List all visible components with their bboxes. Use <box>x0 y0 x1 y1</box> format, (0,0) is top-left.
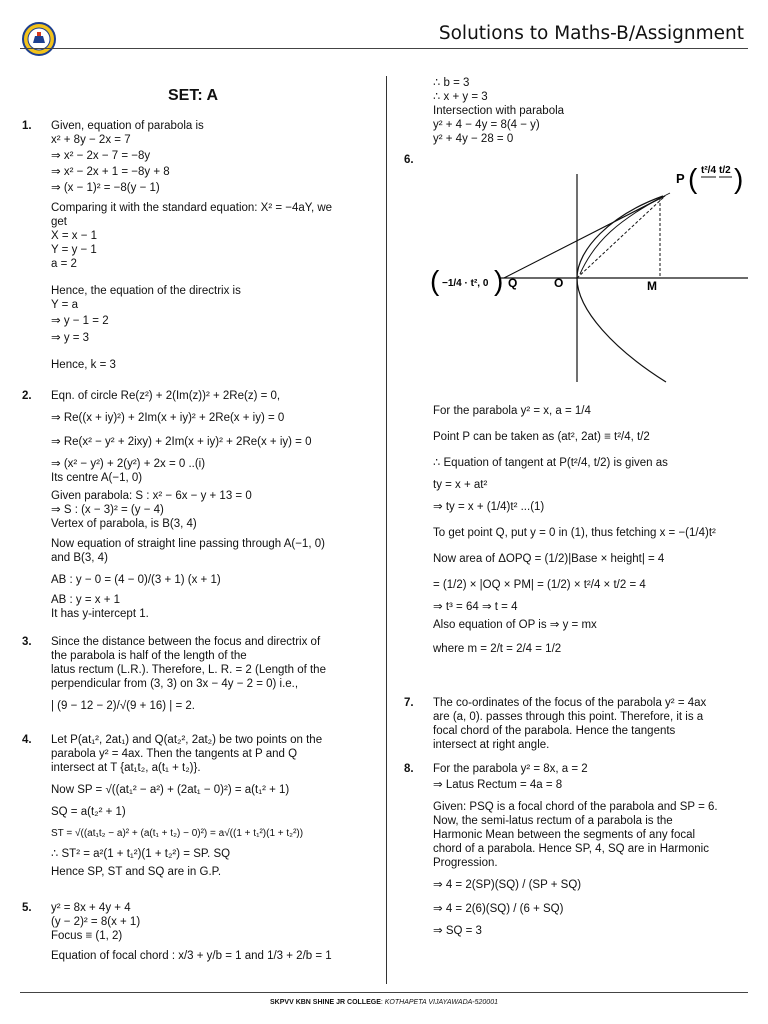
question-number: 3. <box>22 636 32 648</box>
solution-line: (y − 2)² = 8(x + 1) <box>51 916 141 928</box>
solution-line: x² + 8y − 2x = 7 <box>51 134 131 146</box>
solution-line: To get point Q, put y = 0 in (1), thus fetching x = −(1/4)t² <box>433 527 716 539</box>
label-q: Q <box>508 276 518 290</box>
solution-1 <box>51 119 376 372</box>
parabola-figure <box>420 160 750 390</box>
solution-line: Now SP = √((at₁² − a²) + (2at₁ − 0)²) = a(t₁² + 1) <box>51 784 290 796</box>
footer-address: KOTHAPETA VIJAYAWADA-520001 <box>384 999 498 1006</box>
solution-line: Intersection with parabola <box>433 105 565 117</box>
paren-right-q: ) <box>494 265 504 296</box>
solution-7 <box>433 696 753 752</box>
solution-line: ⇒ S : (x − 3)² = (y − 4) <box>51 504 164 516</box>
solution-line: For the parabola y² = x, a = 1/4 <box>433 405 591 417</box>
question-number: 4. <box>22 734 32 746</box>
solution-8 <box>433 762 753 938</box>
solution-3 <box>51 635 381 713</box>
tangent-line-ext <box>504 193 670 278</box>
solution-line: ∴ b = 3 <box>433 77 470 89</box>
solution-line: ⇒ (x² − y²) + 2(y²) + 2x = 0 ..(i) <box>51 458 206 470</box>
solution-line: y² + 4 − 4y = 8(4 − y) <box>433 119 540 131</box>
solution-2 <box>51 389 381 621</box>
solution-line: Hence, k = 3 <box>51 359 116 371</box>
solution-line: Y = a <box>51 299 78 311</box>
solution-line: Comparing it with the standard equation: X² = −4aY, we <box>51 202 333 214</box>
solution-line: | (9 − 12 − 2)/√(9 + 16) | = 2. <box>51 700 195 712</box>
solution-line: Now equation of straight line passing through A(−1, 0) <box>51 538 325 550</box>
footer: SKPVV KBN SHINE JR COLLEGE: KOTHAPETA VIJAYAWADA-520001 <box>270 999 498 1006</box>
header-divider <box>20 48 748 49</box>
solution-line: ⇒ x² − 2x + 1 = −8y + 8 <box>51 166 170 178</box>
solution-line: intersect at T {at₁t₂, a(t₁ + t₂)}. <box>51 762 201 774</box>
solution-line: ∴ ST² = a²(1 + t₁²)(1 + t₂²) = SP. SQ <box>51 848 231 860</box>
op-line <box>577 196 665 278</box>
solution-line: ∴ Equation of tangent at P(t²/4, t/2) is given as <box>433 457 668 469</box>
paren-left-p: ( <box>688 163 698 194</box>
solution-5-continued <box>433 76 753 146</box>
header-title: Solutions to Maths-B/Assignment <box>438 23 744 44</box>
solution-line: It has y-intercept 1. <box>51 608 149 620</box>
solution-line: Y = y − 1 <box>51 244 97 256</box>
solution-line: Equation of focal chord : x/3 + y/b = 1 and 1/3 + 2/b = 1 <box>51 950 332 962</box>
column-divider <box>386 76 387 984</box>
solution-line: ⇒ Latus Rectum = 4a = 8 <box>433 779 563 791</box>
question-number: 1. <box>22 120 32 132</box>
solution-line: Point P can be taken as (at², 2at) ≡ t²/4, t/2 <box>433 431 650 443</box>
solution-line: AB : y = x + 1 <box>51 594 121 606</box>
solution-line: parabola y² = 4ax. Then the tangents at P and Q <box>51 748 298 760</box>
solution-line: perpendicular from (3, 3) on 3x − 4y − 2 = 0) i.e., <box>51 678 299 690</box>
solution-line: ⇒ 4 = 2(SP)(SQ) / (SP + SQ) <box>433 879 582 891</box>
solution-line: Harmonic Mean between the segments of any focal <box>433 829 696 841</box>
solution-line: ∴ x + y = 3 <box>433 91 488 103</box>
solution-line: Now, the semi-latus rectum of a parabola is the <box>433 815 673 827</box>
q-coord: −1/4 · t², 0 <box>442 278 489 289</box>
solution-line: The co-ordinates of the focus of the parabola y² = 4ax <box>433 697 707 709</box>
question-number: 7. <box>404 697 414 709</box>
college-logo <box>22 22 56 56</box>
label-o: O <box>554 276 564 290</box>
solution-6 <box>433 404 753 656</box>
solution-line: Also equation of OP is ⇒ y = mx <box>433 619 597 631</box>
paren-right-p: ) <box>734 163 744 194</box>
solution-line: Focus ≡ (1, 2) <box>51 930 123 942</box>
solution-line: Progression. <box>433 857 498 869</box>
solution-line: Vertex of parabola, is B(3, 4) <box>51 518 197 530</box>
solution-line: Its centre A(−1, 0) <box>51 472 143 484</box>
solution-line: ST = √((at₁t₂ − a)² + (a(t₁ + t₂) − 0)²) = a√((1 + t₁²)(1 + t₂²)) <box>51 828 304 839</box>
solution-line: the parabola is half of the length of the <box>51 650 247 662</box>
solution-line: Hence, the equation of the directrix is <box>51 285 241 297</box>
solution-line: get <box>51 216 67 228</box>
p-coord-x: t²/4 <box>701 165 716 176</box>
solution-line: ⇒ y − 1 = 2 <box>51 315 109 327</box>
solution-line: SQ = a(t₂² + 1) <box>51 806 126 818</box>
solution-line: and B(3, 4) <box>51 552 108 564</box>
solution-line: = (1/2) × |OQ × PM| = (1/2) × t²/4 × t/2 = 4 <box>433 579 646 591</box>
p-coord-y: t/2 <box>719 165 731 176</box>
label-p: P <box>676 171 685 186</box>
solution-line: chord of a parabola. Hence SP, 4, SQ are in Harmonic <box>433 843 709 855</box>
solution-line: ⇒ Re(x² − y² + 2ixy) + 2Im(x + iy)² + 2Re(x + iy) = 0 <box>51 436 312 448</box>
question-number: 2. <box>22 390 32 402</box>
solution-line: Hence SP, ST and SQ are in G.P. <box>51 866 222 878</box>
question-number: 6. <box>404 154 414 166</box>
solution-line: latus rectum (L.R.). Therefore, L. R. = 2 (Length of the <box>51 664 326 676</box>
solution-line: Given, equation of parabola is <box>51 120 204 132</box>
solution-line: For the parabola y² = 8x, a = 2 <box>433 763 588 775</box>
solution-line: ty = x + at² <box>433 479 488 491</box>
label-m: M <box>647 279 657 293</box>
question-number: 5. <box>22 902 32 914</box>
solution-4 <box>51 733 381 879</box>
solution-line: ⇒ 4 = 2(6)(SQ) / (6 + SQ) <box>433 903 564 915</box>
solution-5 <box>51 901 381 963</box>
solution-line: Given parabola: S : x² − 6x − y + 13 = 0 <box>51 490 252 502</box>
solution-line: y² + 4y − 28 = 0 <box>433 133 514 145</box>
solution-line: are (a, 0). passes through this point. Therefore, it is a <box>433 711 704 723</box>
footer-divider <box>20 992 748 993</box>
footer-college: SKPVV KBN SHINE JR COLLEGE <box>270 999 381 1006</box>
set-title: SET: A <box>168 87 219 104</box>
solution-line: Now area of ΔOPQ = (1/2)|Base × height| = 4 <box>433 553 665 565</box>
solution-line: where m = 2/t = 2/4 = 1/2 <box>433 643 562 655</box>
solution-line: ⇒ x² − 2x − 7 = −8y <box>51 150 151 162</box>
solution-line: AB : y − 0 = (4 − 0)/(3 + 1) (x + 1) <box>51 574 221 586</box>
solution-line: Given: PSQ is a focal chord of the parabola and SP = 6. <box>433 801 718 813</box>
solution-line: y² = 8x + 4y + 4 <box>51 902 131 914</box>
question-number: 8. <box>404 763 414 775</box>
solution-line: ⇒ y = 3 <box>51 332 90 344</box>
paren-left-q: ( <box>430 265 440 296</box>
solution-line: ⇒ SQ = 3 <box>433 925 482 937</box>
solution-line: ⇒ Re((x + iy)²) + 2Im(x + iy)² + 2Re(x + iy) = 0 <box>51 412 285 424</box>
solution-line: ⇒ ty = x + (1/4)t² ...(1) <box>433 501 545 513</box>
solution-line: X = x − 1 <box>51 230 98 242</box>
solution-line: ⇒ t³ = 64 ⇒ t = 4 <box>433 601 518 613</box>
solution-line: ⇒ (x − 1)² = −8(y − 1) <box>51 182 160 194</box>
solution-line: focal chord of the parabola. Hence the tangents <box>433 725 676 737</box>
solution-line: Eqn. of circle Re(z²) + 2(Im(z))² + 2Re(z) = 0, <box>51 390 281 402</box>
solution-line: intersect at right angle. <box>433 739 550 751</box>
parabola-inner <box>580 198 660 274</box>
solution-line: Since the distance between the focus and directrix of <box>51 636 321 648</box>
solution-line: a = 2 <box>51 258 77 270</box>
solution-line: Let P(at₁², 2at₁) and Q(at₂², 2at₂) be two points on the <box>51 734 323 746</box>
